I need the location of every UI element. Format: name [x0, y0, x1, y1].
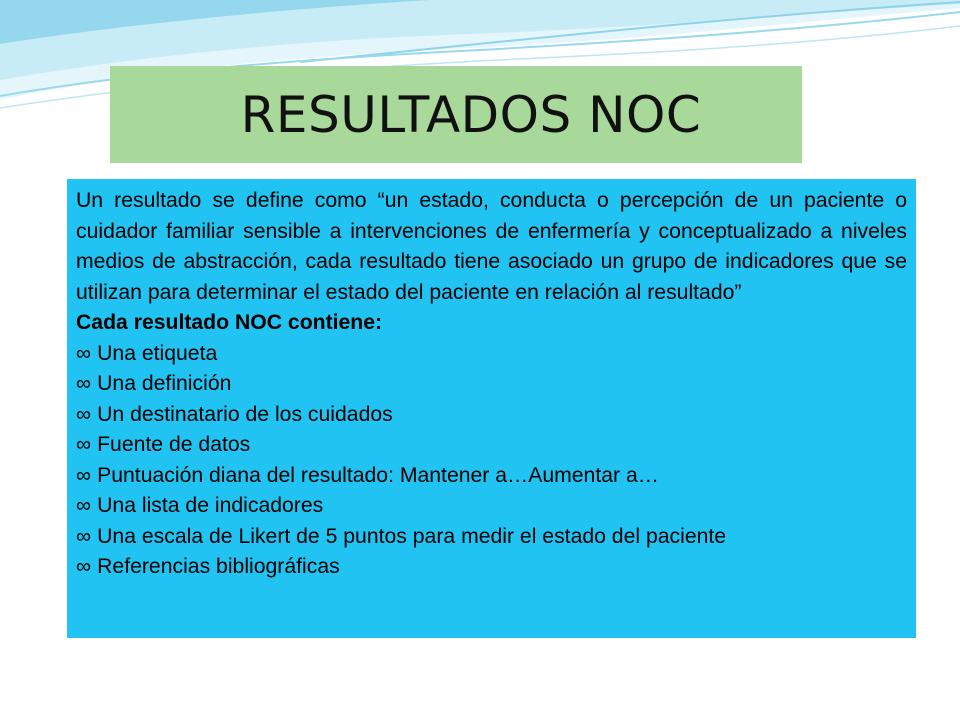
list-item — [76, 339, 907, 370]
infinity-bullet-icon: ∞ — [76, 433, 92, 456]
list-item-label: Una lista de indicadores — [97, 494, 324, 517]
content-panel — [67, 179, 916, 638]
list-heading: Cada resultado NOC contiene: — [76, 311, 383, 334]
list-item-label: Una etiqueta — [97, 341, 218, 365]
list-item-label: Puntuación diana del resultado: Mantener a…Aumentar a… — [97, 463, 659, 487]
list-item-label: Fuente de datos — [97, 433, 251, 456]
list-item-label: Referencias bibliográficas — [97, 555, 340, 578]
list-item — [76, 369, 907, 400]
contents-list — [76, 339, 907, 583]
list-item-label: Una definición — [97, 372, 232, 395]
infinity-bullet-icon: ∞ — [76, 372, 92, 395]
list-item-label: Un destinatario de los cuidados — [97, 402, 393, 426]
list-item — [76, 461, 907, 492]
infinity-bullet-icon: ∞ — [76, 494, 92, 517]
slide-title: RESULTADOS NOC — [240, 85, 702, 144]
infinity-bullet-icon: ∞ — [76, 555, 92, 578]
list-item — [76, 430, 907, 461]
list-item-label: Una escala de Likert de 5 puntos para medir el estado del paciente — [97, 524, 727, 548]
infinity-bullet-icon: ∞ — [76, 341, 92, 365]
infinity-bullet-icon: ∞ — [76, 402, 92, 426]
definition-paragraph: Un resultado se define como “un estado, conducta o percepción de un paciente o cuidador familiar sensible a intervenciones de enfermería y conceptualizado a niveles medios de abstracción, cada resultado tiene asociado un grupo de indicadores que se utilizan para determinar el estado del paciente en relación al resultado” — [76, 189, 907, 304]
list-item — [76, 522, 907, 553]
list-item — [76, 400, 907, 431]
infinity-bullet-icon: ∞ — [76, 524, 92, 548]
list-item — [76, 552, 907, 583]
list-item — [76, 491, 907, 522]
infinity-bullet-icon: ∞ — [76, 463, 92, 487]
title-banner — [110, 66, 802, 163]
